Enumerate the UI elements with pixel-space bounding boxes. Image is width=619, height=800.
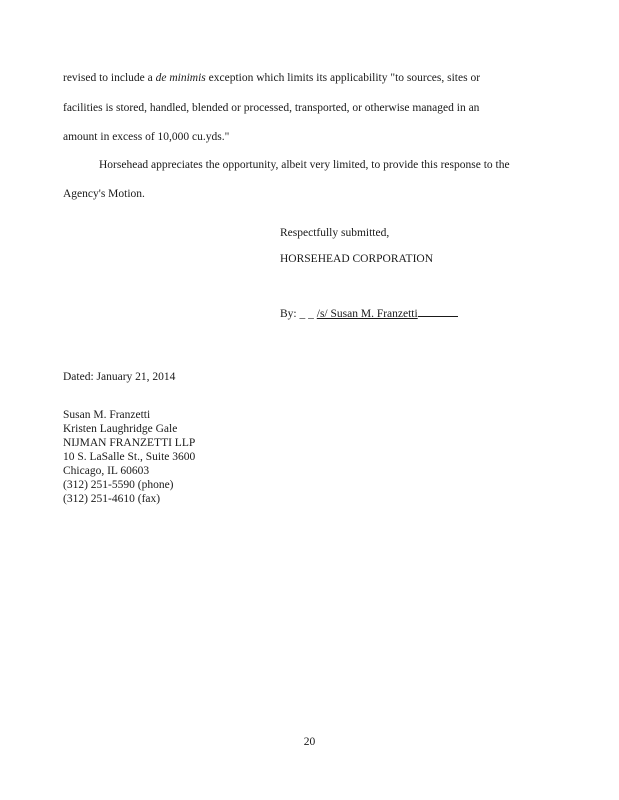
- closing: Respectfully submitted,: [280, 227, 390, 239]
- counsel-line: NIJMAN FRANZETTI LLP: [63, 437, 196, 449]
- dated: Dated: January 21, 2014: [63, 371, 176, 383]
- paragraph2-line2: Agency's Motion.: [63, 188, 145, 200]
- signer-name: /s/ Susan M. Franzetti: [316, 308, 418, 320]
- page-number: 20: [303, 736, 316, 748]
- counsel-line: 10 S. LaSalle St., Suite 3600: [63, 451, 196, 463]
- paragraph1-line1: [63, 71, 480, 85]
- signature-underline: [418, 306, 458, 317]
- paragraph1-line3: amount in excess of 10,000 cu.yds.": [63, 131, 230, 143]
- counsel-line: Susan M. Franzetti: [63, 409, 151, 421]
- counsel-line: (312) 251-4610 (fax): [63, 493, 161, 505]
- de-minimis-italic: de minimis: [155, 72, 206, 84]
- by-label: By: _ _: [280, 308, 314, 320]
- paragraph1-line1-text-a: revised to include a: [63, 72, 156, 84]
- signature-line: [280, 306, 458, 321]
- counsel-line: Chicago, IL 60603: [63, 465, 150, 477]
- company-name: HORSEHEAD CORPORATION: [280, 253, 434, 265]
- paragraph1-line1-text-b: exception which limits its applicability "to sources, sites or: [205, 72, 481, 84]
- counsel-line: Kristen Laughridge Gale: [63, 423, 178, 435]
- counsel-line: (312) 251-5590 (phone): [63, 479, 174, 491]
- paragraph1-line2: facilities is stored, handled, blended or processed, transported, or otherwise managed in an: [63, 102, 480, 114]
- paragraph2-line1: Horsehead appreciates the opportunity, albeit very limited, to provide this response to the: [99, 159, 510, 171]
